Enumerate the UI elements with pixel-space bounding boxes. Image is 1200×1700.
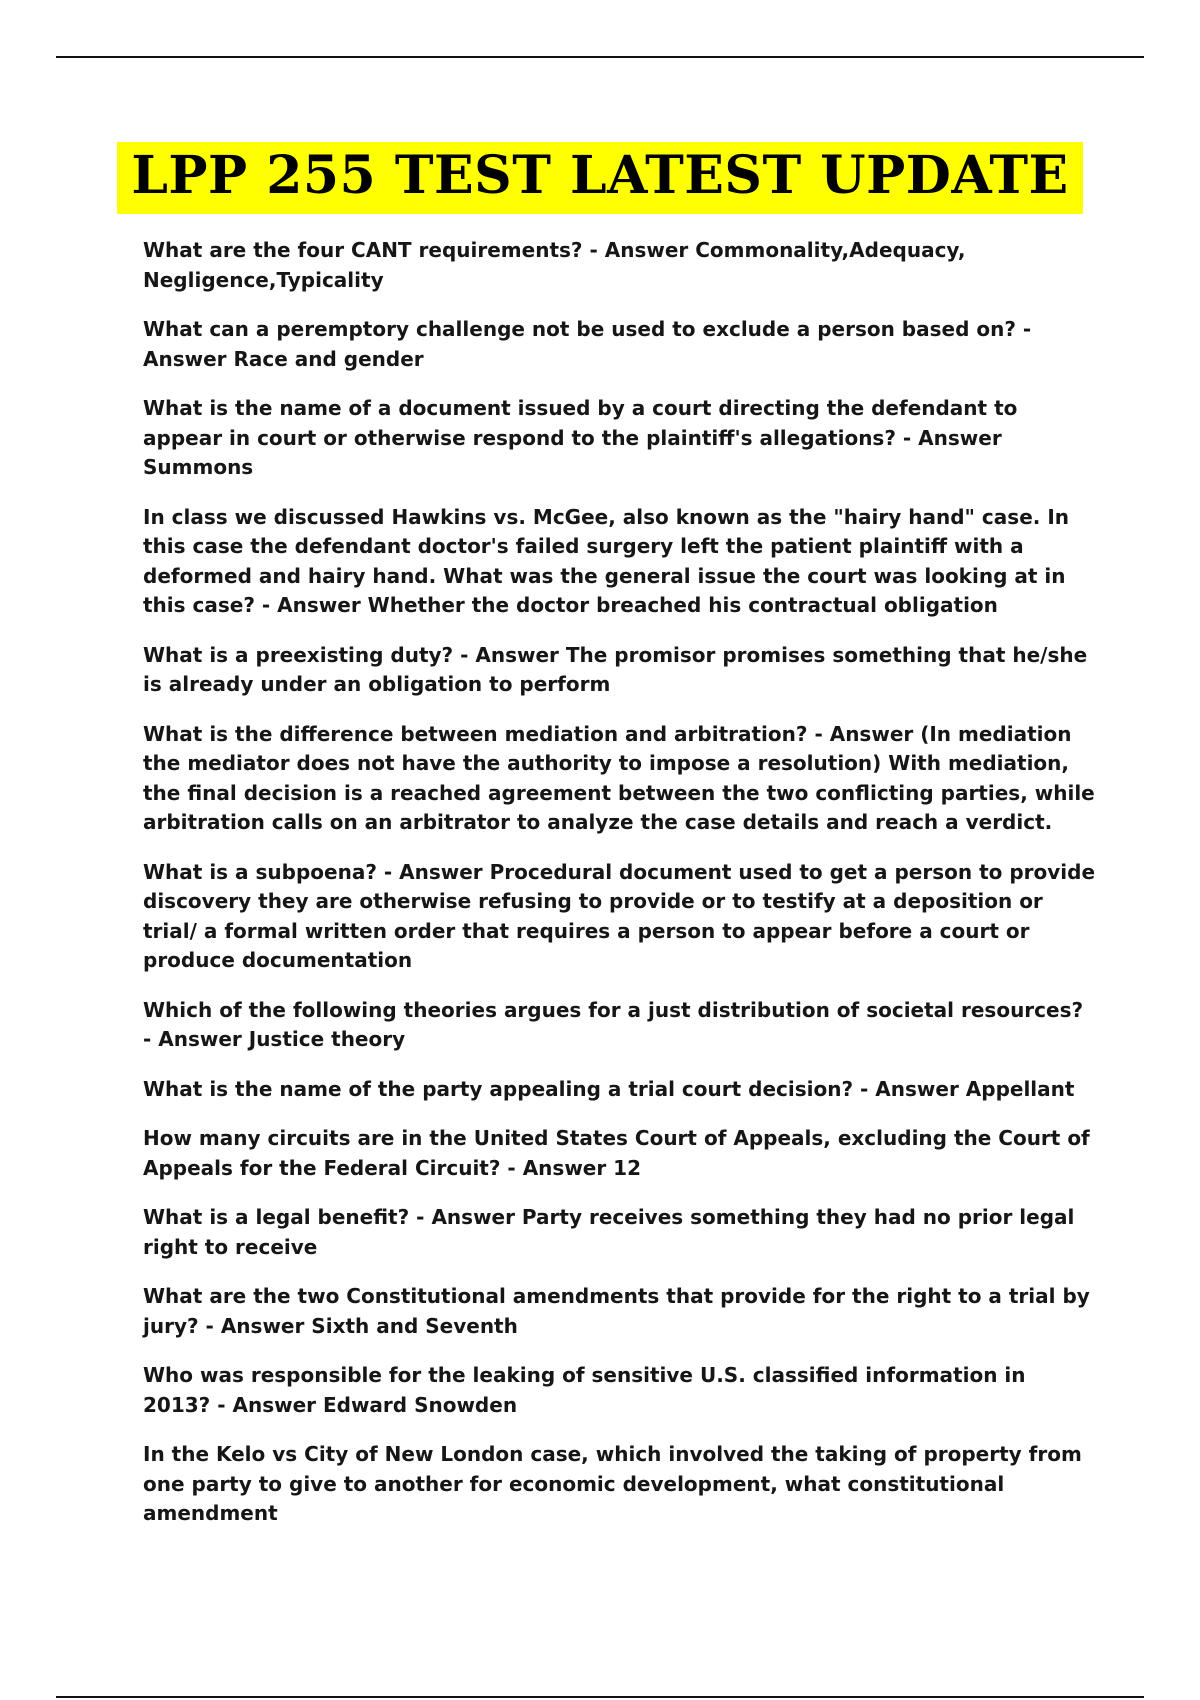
- qa-list: [143, 236, 1098, 1549]
- title-block: [0, 142, 1200, 214]
- bottom-divider: [56, 1696, 1144, 1698]
- qa-item: Who was responsible for the leaking of sensitive U.S. classified information in 2013? - Answer Edward Snowden: [143, 1363, 1026, 1417]
- qa-item: Which of the following theories argues for a just distribution of societal resources? - Answer Justice theory: [143, 997, 1084, 1051]
- qa-item: What is a subpoena? - Answer Procedural document used to get a person to provide discovery they are otherwise refusing to provide or to testify at a deposition or trial/ a formal written order that requires a person to appear before a court or produce documentation: [143, 859, 1096, 972]
- page-title: LPP 255 TEST LATEST UPDATE: [117, 142, 1082, 214]
- qa-item: What is a legal benefit? - Answer Party receives something they had no prior legal right to receive: [143, 1205, 1075, 1259]
- qa-item: What is the difference between mediation and arbitration? - Answer (In mediation the mediator does not have the authority to impose a resolution) With mediation, the final decision is a reached agreement between the two conflicting parties, while arbitration calls on an arbitrator to analyze the case details and reach a verdict.: [143, 721, 1095, 834]
- qa-item: How many circuits are in the United States Court of Appeals, excluding the Court of Appeals for the Federal Circuit? - Answer 12: [143, 1126, 1090, 1180]
- qa-item: In class we discussed Hawkins vs. McGee, also known as the "hairy hand" case. In this case the defendant doctor's failed surgery left the patient plaintiff with a deformed and hairy hand. What was the general issue the court was looking at in this case? - Answer Whether the doctor breached his contractual obligation: [143, 504, 1069, 617]
- top-divider: [56, 56, 1144, 58]
- qa-item: What is a preexisting duty? - Answer The promisor promises something that he/she is already under an obligation to perform: [143, 642, 1088, 696]
- qa-item: What are the two Constitutional amendments that provide for the right to a trial by jury? - Answer Sixth and Seventh: [143, 1284, 1090, 1338]
- qa-item: What is the name of a document issued by a court directing the defendant to appear in court or otherwise respond to the plaintiff's allegations? - Answer Summons: [143, 396, 1018, 479]
- qa-item: In the Kelo vs City of New London case, which involved the taking of property from one party to give to another for economic development, what constitutional amendment: [143, 1442, 1082, 1525]
- qa-item: What can a peremptory challenge not be used to exclude a person based on? - Answer Race and gender: [143, 317, 1032, 371]
- qa-item: What are the four CANT requirements? - Answer Commonality,Adequacy, Negligence,Typicality: [143, 238, 966, 292]
- qa-item: What is the name of the party appealing a trial court decision? - Answer Appellant: [143, 1076, 1075, 1101]
